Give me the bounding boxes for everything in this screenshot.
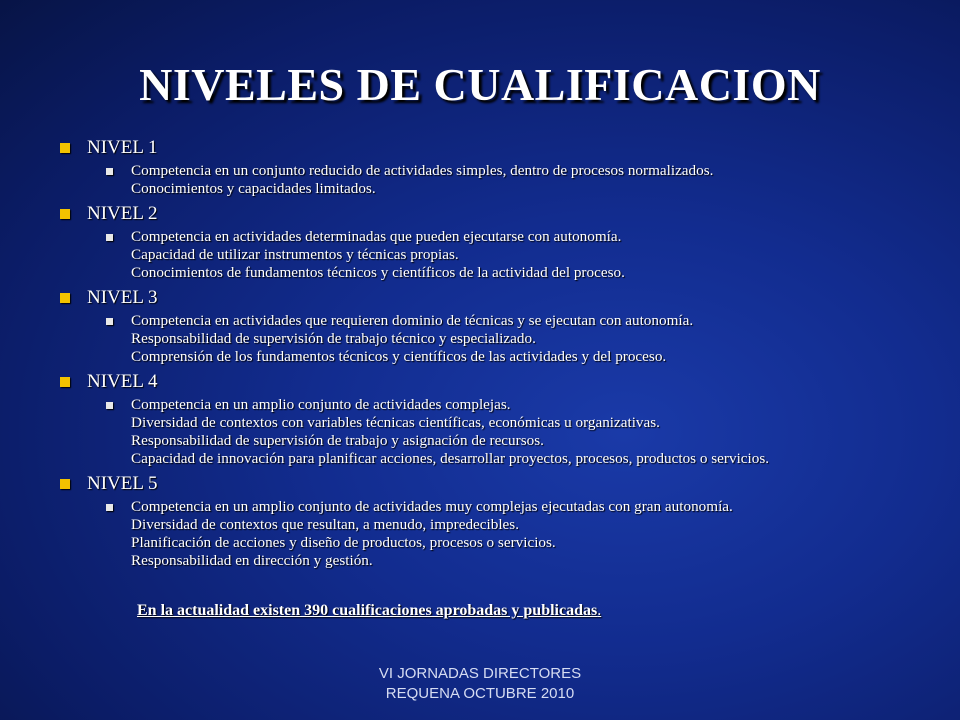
description-line: Planificación de acciones y diseño de productos, procesos o servicios. (131, 534, 556, 551)
description-line: Competencia en actividades determinadas que pueden ejecutarse con autonomía. (131, 228, 622, 245)
square-bullet-icon (106, 234, 113, 241)
square-bullet-icon (60, 209, 70, 219)
square-bullet-icon (60, 143, 70, 153)
description-line: Competencia en un amplio conjunto de actividades complejas. (131, 396, 511, 413)
level-description (131, 228, 625, 282)
square-bullet-icon (106, 402, 113, 409)
level-label: NIVEL 1 (87, 137, 158, 158)
square-bullet-icon (60, 293, 70, 303)
description-line: Diversidad de contextos que resultan, a menudo, impredecibles. (131, 516, 520, 533)
description-line: Competencia en un conjunto reducido de actividades simples, dentro de procesos normalizados. (131, 162, 714, 179)
level-label: NIVEL 5 (87, 473, 158, 494)
description-line: Comprensión de los fundamentos técnicos y científicos de las actividades y del proceso. (131, 348, 667, 365)
level-description (131, 312, 693, 366)
square-bullet-icon (106, 504, 113, 511)
description-line: Diversidad de contextos con variables técnicas científicas, económicas u organizativas. (131, 414, 660, 431)
square-bullet-icon (60, 479, 70, 489)
footer-line: REQUENA OCTUBRE 2010 (385, 685, 575, 702)
level-label: NIVEL 2 (87, 203, 158, 224)
level-5 (58, 472, 928, 570)
level-description (131, 396, 769, 468)
note-end: . (597, 602, 602, 619)
slide-footer (0, 664, 960, 704)
level-1 (58, 136, 928, 198)
description-line: Capacidad de innovación para planificar acciones, desarrollar proyectos, procesos, productos o servicios. (131, 450, 770, 467)
level-4 (58, 370, 928, 468)
level-description (131, 162, 713, 198)
description-line: Conocimientos de fundamentos técnicos y científicos de la actividad del proceso. (131, 264, 625, 281)
note-text: En la actualidad existen 390 cualificaciones aprobadas y publicadas (137, 602, 598, 619)
level-description (131, 498, 733, 570)
square-bullet-icon (106, 168, 113, 175)
level-3 (58, 286, 928, 366)
level-label: NIVEL 3 (87, 287, 158, 308)
levels-list (58, 136, 928, 574)
description-line: Competencia en un amplio conjunto de actividades muy complejas ejecutadas con gran autonomía. (131, 498, 733, 515)
description-line: Competencia en actividades que requieren dominio de técnicas y se ejecutan con autonomía. (131, 312, 694, 329)
square-bullet-icon (106, 318, 113, 325)
level-2 (58, 202, 928, 282)
description-line: Responsabilidad en dirección y gestión. (131, 552, 373, 569)
description-line: Responsabilidad de supervisión de trabajo y asignación de recursos. (131, 432, 544, 449)
description-line: Conocimientos y capacidades limitados. (131, 180, 376, 197)
qualifications-note (137, 602, 601, 620)
description-line: Capacidad de utilizar instrumentos y técnicas propias. (131, 246, 459, 263)
footer-line: VI JORNADAS DIRECTORES (378, 665, 582, 682)
description-line: Responsabilidad de supervisión de trabajo técnico y especializado. (131, 330, 536, 347)
level-label: NIVEL 4 (87, 371, 158, 392)
slide-title: NIVELES DE CUALIFICACION (139, 59, 821, 110)
square-bullet-icon (60, 377, 70, 387)
